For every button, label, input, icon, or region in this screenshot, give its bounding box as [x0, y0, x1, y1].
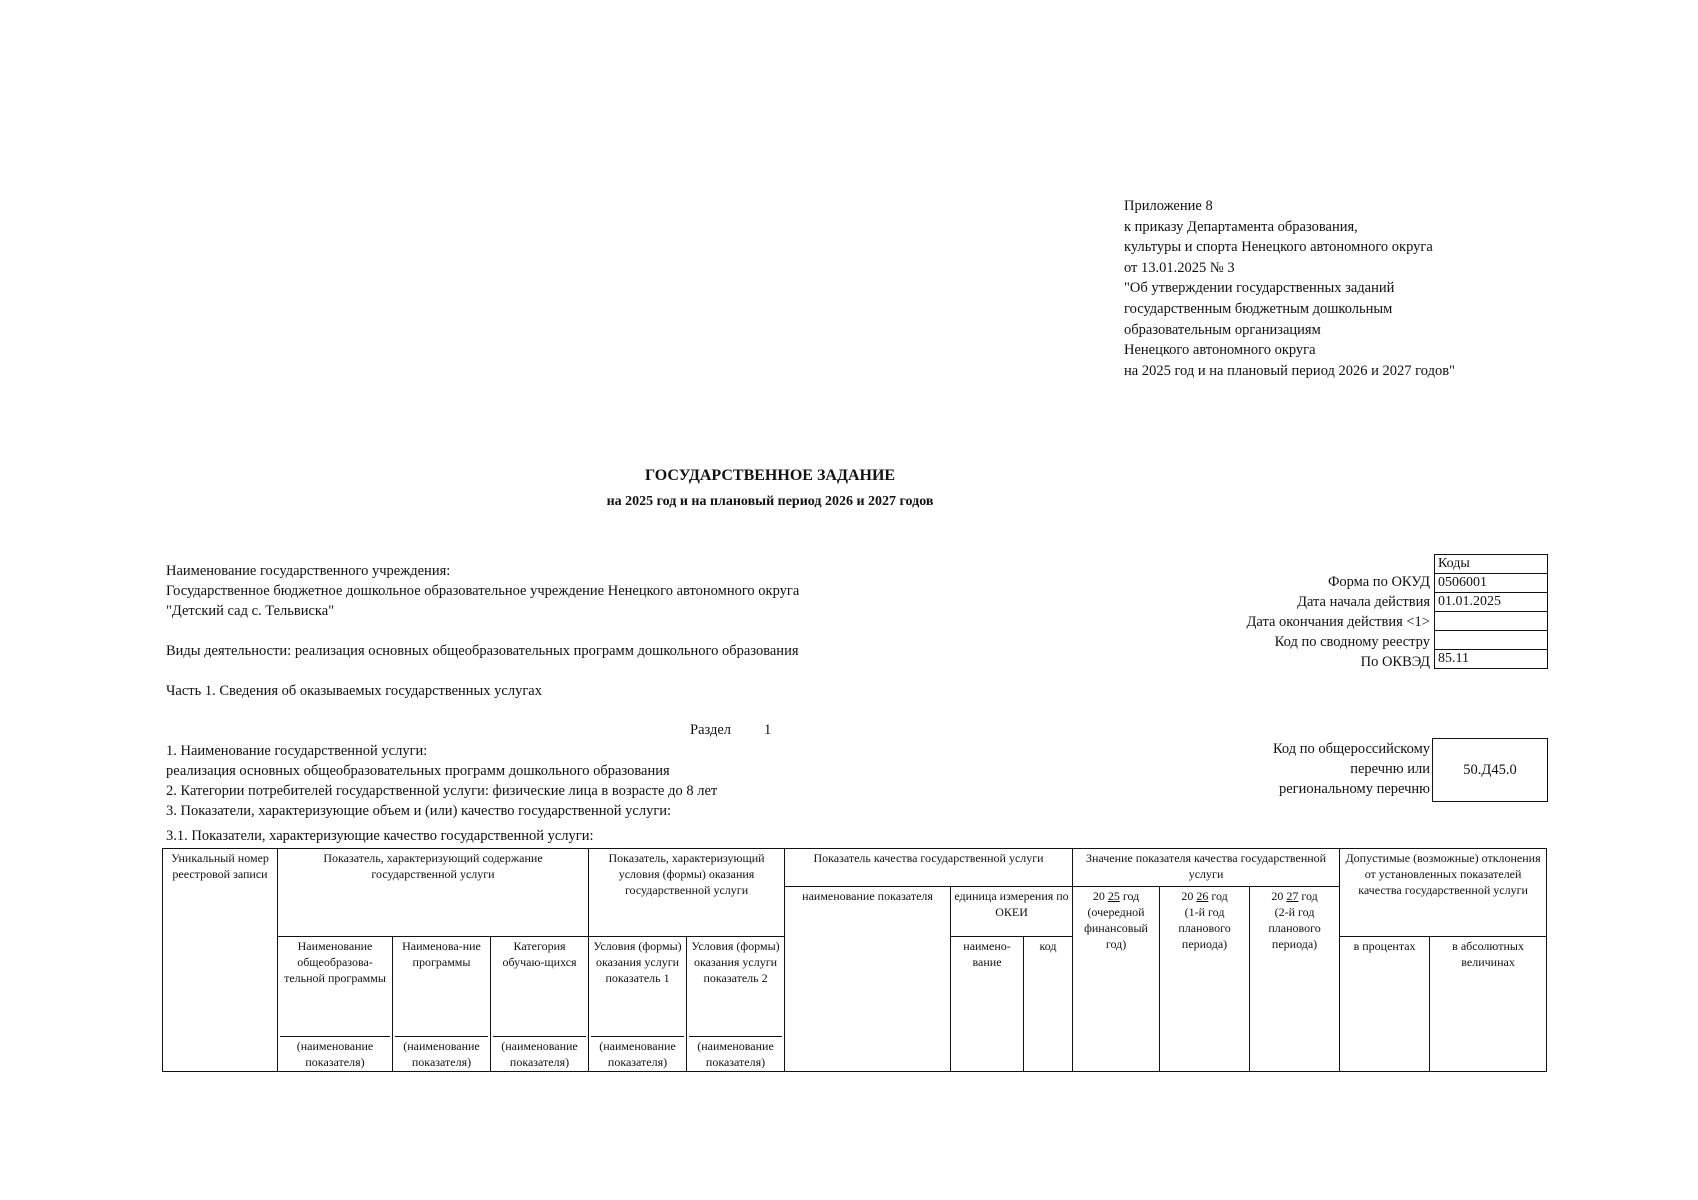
okved-value: 85.11	[1435, 650, 1548, 669]
okud-label: Форма по ОКУД	[1327, 574, 1430, 590]
th-condition-2: Условия (формы) оказания услуги показатель 2 (наименование показателя)	[687, 937, 785, 1072]
appendix-line: Ненецкого автономного округа	[1124, 342, 1316, 359]
indicators-heading: 3. Показатели, характеризующие объем и (или) качество государственной услуги:	[166, 803, 672, 819]
year-1-note: (очередной финансовый год)	[1084, 905, 1148, 951]
appendix-line: на 2025 год и на плановый период 2026 и 2027 годов"	[1124, 362, 1455, 379]
th-indicator-name: наименование показателя	[785, 887, 951, 1072]
th-program-sub: (наименование показателя)	[395, 1036, 488, 1070]
registry-code-box	[1432, 738, 1548, 802]
appendix-line: "Об утверждении государственных заданий	[1124, 280, 1395, 297]
th-condition-1: Условия (формы) оказания услуги показатель 1 (наименование показателя)	[589, 937, 687, 1072]
th-conditions-indicator: Показатель, характеризующий условия (формы) оказания государственной услуги	[589, 849, 785, 937]
year-1-value: 25	[1107, 889, 1120, 903]
th-year-2: 20 26 год (1-й год планового периода)	[1160, 887, 1250, 1072]
quality-indicators-table	[162, 848, 1547, 1072]
appendix-line: Приложение 8	[1124, 198, 1213, 214]
appendix-line: государственным бюджетным дошкольным	[1124, 300, 1393, 317]
quality-indicators-heading: 3.1. Показатели, характеризующие качество государственной услуги:	[166, 828, 594, 844]
th-program-name: Наименование общеобразова-тельной программы (наименование показателя)	[278, 937, 393, 1072]
th-unique-record: Уникальный номер реестровой записи	[163, 849, 278, 1072]
th-program: Наименова-ние программы (наименование показателя)	[393, 937, 491, 1072]
part1-heading: Часть 1. Сведения об оказываемых государственных услугах	[166, 683, 542, 699]
document-title: ГОСУДАРСТВЕННОЕ ЗАДАНИЕ	[644, 467, 896, 484]
end-date-value	[1435, 612, 1548, 631]
th-unit-code: код	[1024, 937, 1073, 1072]
section-number: 1	[764, 722, 772, 738]
th-content-indicator: Показатель, характеризующий содержание государственной услуги	[278, 849, 589, 937]
start-date-value: 01.01.2025	[1435, 593, 1548, 612]
service-name-value: реализация основных общеобразовательных программ дошкольного образования	[166, 763, 670, 779]
th-unit-okei: единица измерения по ОКЕИ	[951, 887, 1073, 937]
registry-code-label: Код по сводному реестру	[1274, 634, 1430, 650]
registry-label-3: региональному перечню	[1278, 781, 1430, 797]
registry-code-value	[1435, 631, 1548, 650]
codes-table	[1434, 554, 1548, 669]
codes-header: Коды	[1435, 555, 1548, 574]
appendix-block	[1124, 196, 1455, 381]
registry-code: 50.Д45.0	[1463, 761, 1517, 778]
institution-name: Государственное бюджетное дошкольное образовательное учреждение Ненецкого автономного округа	[166, 583, 800, 599]
th-year-3: 20 27 год (2-й год планового периода)	[1250, 887, 1340, 1072]
th-condition-1-sub: (наименование показателя)	[591, 1036, 684, 1070]
th-unit-name: наимено-вание	[951, 937, 1024, 1072]
document-subtitle: на 2025 год и на плановый период 2026 и 2027 годов	[606, 494, 934, 509]
th-student-category-sub: (наименование показателя)	[493, 1036, 586, 1070]
th-deviation-absolute: в абсолютных величинах	[1430, 937, 1547, 1072]
activities-line: Виды деятельности: реализация основных общеобразовательных программ дошкольного образования	[166, 643, 799, 659]
th-condition-2-sub: (наименование показателя)	[689, 1036, 782, 1070]
year-3-note: (2-й год планового периода)	[1268, 905, 1321, 951]
year-2-note: (1-й год планового периода)	[1178, 905, 1231, 951]
section-label: Раздел	[690, 722, 732, 738]
appendix-line: культуры и спорта Ненецкого автономного округа	[1124, 239, 1433, 256]
th-student-category: Категория обучаю-щихся (наименование показателя)	[491, 937, 589, 1072]
year-3-value: 27	[1286, 889, 1299, 903]
th-program-name-sub: (наименование показателя)	[280, 1036, 390, 1070]
end-date-label: Дата окончания действия <1>	[1246, 614, 1430, 630]
start-date-label: Дата начала действия	[1297, 594, 1430, 610]
service-name-label: 1. Наименование государственной услуги:	[166, 743, 428, 759]
consumer-categories: 2. Категории потребителей государственной услуги: физические лица в возрасте до 8 лет	[166, 783, 718, 799]
th-deviation-percent: в процентах	[1340, 937, 1430, 1072]
appendix-line: к приказу Департамента образования,	[1124, 218, 1358, 235]
registry-label-2: перечню или	[1350, 761, 1430, 777]
institution-name-cont: "Детский сад с. Тельвиска"	[166, 603, 335, 619]
th-deviation: Допустимые (возможные) отклонения от установленных показателей качества государственной услуги	[1340, 849, 1547, 937]
institution-label: Наименование государственного учреждения:	[166, 563, 451, 579]
okud-value: 0506001	[1435, 574, 1548, 593]
year-2-value: 26	[1196, 889, 1209, 903]
th-quality-indicator: Показатель качества государственной услуги	[785, 849, 1073, 887]
th-year-1: 20 25 год (очередной финансовый год)	[1073, 887, 1160, 1072]
registry-label-1: Код по общероссийскому	[1272, 741, 1430, 757]
okved-label: По ОКВЭД	[1360, 654, 1430, 670]
appendix-line: от 13.01.2025 № 3	[1124, 259, 1235, 276]
appendix-line: образовательным организациям	[1124, 321, 1321, 338]
th-quality-value: Значение показателя качества государственной услуги	[1073, 849, 1340, 887]
